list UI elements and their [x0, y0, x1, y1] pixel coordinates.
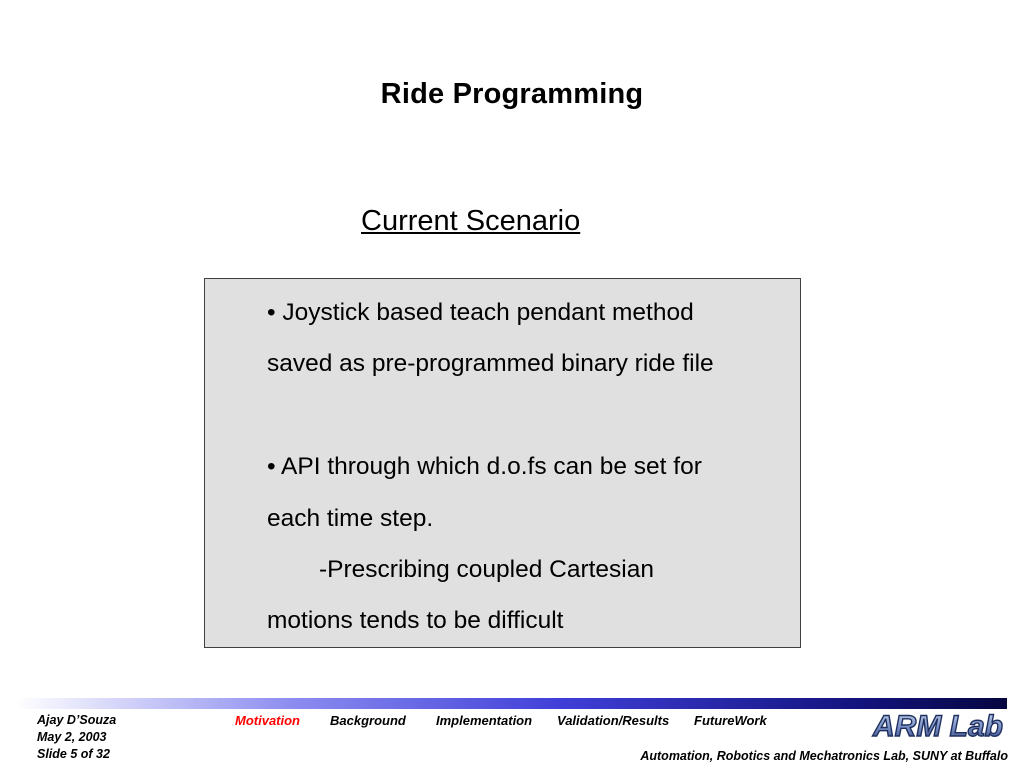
content-box — [204, 278, 801, 648]
bullet-line-5: -Prescribing coupled Cartesian — [319, 556, 654, 583]
bullet-line-2: saved as pre-programmed binary ride file — [267, 350, 714, 377]
nav-motivation[interactable]: Motivation — [235, 713, 300, 728]
nav-implementation[interactable]: Implementation — [436, 713, 533, 728]
footer-bar — [16, 698, 1007, 709]
bullet-line-4: each time step. — [267, 505, 434, 532]
bullet-line-1: • Joystick based teach pendant method — [267, 299, 694, 326]
footer-meta — [37, 712, 116, 763]
bullet-line-3: • API through which d.o.fs can be set for — [267, 453, 702, 480]
logo-text: ARM Lab — [873, 710, 1003, 743]
arm-lab-logo — [871, 708, 1006, 744]
author: Ajay D’Souza — [37, 713, 117, 727]
bullet-line-6: motions tends to be difficult — [267, 607, 564, 634]
slide-title: Ride Programming — [380, 78, 644, 110]
nav-futurework[interactable]: FutureWork — [694, 713, 767, 728]
slide-subtitle: Current Scenario — [361, 205, 581, 237]
slide-number: Slide 5 of 32 — [37, 747, 110, 761]
date: May 2, 2003 — [37, 730, 107, 744]
nav-background[interactable]: Background — [330, 713, 406, 728]
lab-name: Automation, Robotics and Mechatronics Lab, SUNY at Buffalo — [640, 749, 1008, 763]
nav-validation-results[interactable]: Validation/Results — [557, 713, 670, 728]
